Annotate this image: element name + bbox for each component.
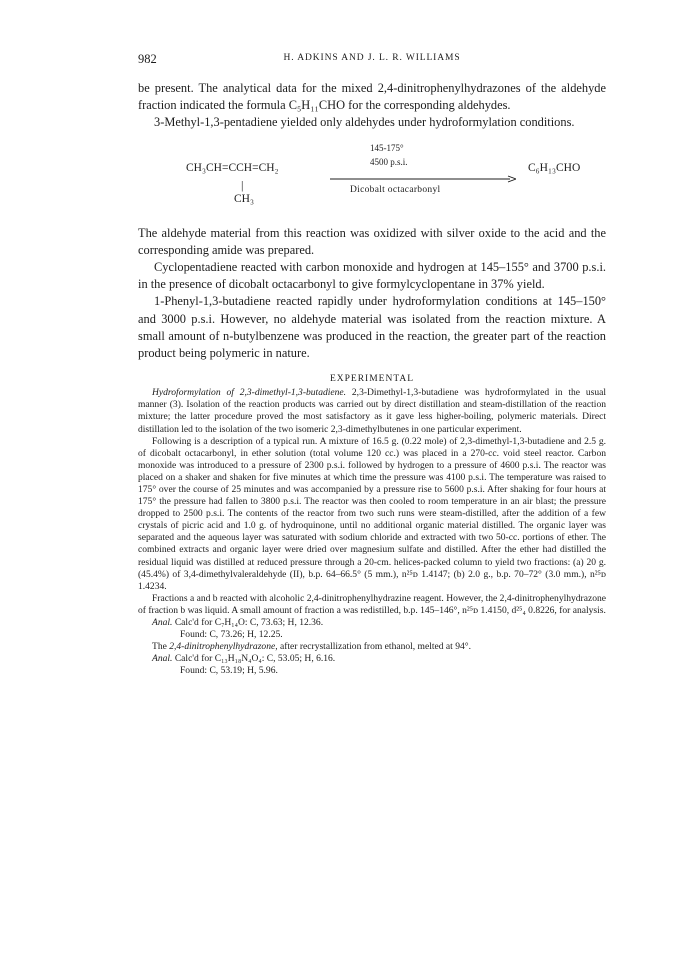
body-paragraph-1: be present. The analytical data for the mixed 2,4-dinitrophenylhydrazones of the aldehyde fraction indicated the formula C₅H₁₁CHO for the corresponding aldehydes.	[138, 81, 606, 113]
body-paragraph-3: The aldehyde material from this reaction was oxidized with silver oxide to the acid and the corresponding amide was prepared.	[138, 225, 606, 257]
analysis-found-2: Found: C, 53.19; H, 5.96.	[180, 665, 278, 677]
analysis-calc-2	[138, 653, 606, 665]
body-paragraph-5: 1-Phenyl-1,3-butadiene reacted rapidly under hydroformylation conditions at 145–150° and 3000 p.s.i. However, no aldehyde material was isolated from the reaction mixture. A small amount of n-butylbenzene was produced in the reaction, the greater part of the reaction product being polymeric in nature.	[138, 294, 606, 361]
reaction-equation	[138, 135, 606, 221]
substituent-formula: CH₃	[234, 192, 254, 205]
condition-pressure: 4500 p.s.i.	[370, 156, 408, 167]
analysis-label-1: Anal.	[152, 617, 173, 629]
body-paragraph-4: Cyclopentadiene reacted with carbon monoxide and hydrogen at 145–155° and 3700 p.s.i. in the presence of dicobalt octacarbonyl to give formylcyclopentane in 37% yield.	[138, 260, 606, 292]
substituent-bond: |	[241, 177, 244, 192]
experimental-paragraph-1-text: 2,3-Dimethyl-1,3-butadiene was hydroformylated in the usual manner (3). Isolation of the reaction products was carried out by direct distillation and steam-distillation of the reaction mixture; the latter procedure proved the most satisfactory as it gave less higher-boiling, polymeric materials. Direct distillation led to the isolation of the two isomeric 2,3-dimethylbutenes in one particular experiment.	[138, 387, 606, 435]
analysis-calc-1	[138, 617, 606, 629]
hydrazone-paragraph	[138, 641, 606, 653]
running-title: H. ADKINS AND J. L. R. WILLIAMS	[283, 53, 461, 63]
experimental-paragraph-2: Following is a description of a typical run. A mixture of 16.5 g. (0.22 mole) of 2,3-dimethyl-1,3-butadiene and 2.5 g. of dicobalt octacarbonyl, in ether solution (total volume 120 cc.) was placed in a 270-cc. void steel reactor. Carbon monoxide was introduced to a pressure of 2300 p.s.i. followed by hydrogen to a pressure of 4600 p.s.i. The reactor was placed on a shaker and shaken for five minutes at which time the pressure was 4100 p.s.i. The temperature was raised to 175° over the course of 25 minutes and was accompanied by a pressure rise to 5600 p.s.i. After shaking for four hours at 175° the pressure had fallen to 3800 p.s.i. The reactor was then cooled to room temperature in an air blast; the pressure dropped to 2500 p.s.i. The contents of the reactor from two such runs were steam-distilled, after the addition of a few crystals of picric acid and 1.0 g. of hydroquinone, until no additional organic material distilled. The organic layer was separated and the aqueous layer was saturated with sodium chloride and extracted with two 50-cc. portions of ether. The combined extracts and organic layer were dried over magnesium sulfate and distilled. After the ether had distilled the residual liquid was distilled at reduced pressure through a 20-cm. helices-packed column to yield two fractions: (a) 20 g. (45.4%) of 3,4-dimethylvaleraldehyde (II), b.p. 64–66.5° (5 mm.), n²⁵ᴅ 1.4147; (b) 2.0 g., b.p. 70–72° (3.0 mm.), n²⁵ᴅ 1.4234.	[138, 435, 606, 592]
condition-temperature: 145-175°	[370, 142, 404, 153]
hydrazone-name: 2,4-dinitrophenylhydrazone,	[169, 641, 278, 653]
experimental-paragraph-1	[138, 387, 606, 435]
analysis-calc-2-text: Calc'd for C₁₃H₁₈N₄O₄: C, 53.05; H, 6.16.	[174, 653, 336, 665]
experimental-heading: EXPERIMENTAL	[329, 374, 415, 385]
body-paragraph-2: 3-Methyl-1,3-pentadiene yielded only aldehydes under hydroformylation conditions.	[154, 115, 575, 130]
experimental-paragraph-3: Fractions a and b reacted with alcoholic 2,4-dinitrophenylhydrazine reagent. However, the 2,4-dinitrophenylhydrazone of fraction b was liquid. A small amount of fraction a was redistilled, b.p. 145–146°, n²⁵ᴅ 1.4150, d²⁵₄ 0.8226, for analysis.	[138, 592, 606, 616]
reaction-arrow-icon	[330, 175, 516, 183]
hydrazone-post: after recrystallization from ethanol, melted at 94°.	[279, 641, 471, 653]
catalyst-label: Dicobalt octacarbonyl	[350, 184, 441, 195]
analysis-label-2: Anal.	[152, 653, 173, 665]
analysis-found-1: Found: C, 73.26; H, 12.25.	[180, 629, 283, 641]
hydrazone-pre: The	[152, 641, 167, 653]
analysis-calc-1-text: Calc'd for C₇H₁₄O: C, 73.63; H, 12.36.	[174, 617, 324, 629]
page-number: 982	[138, 52, 157, 66]
product-formula: C₆H₁₃CHO	[528, 161, 581, 174]
reactant-formula: CH₃CH=CCH=CH₂	[186, 161, 279, 174]
main-text-column	[138, 80, 606, 677]
page-header	[138, 52, 606, 68]
experimental-subtitle: Hydroformylation of 2,3-dimethyl-1,3-butadiene.	[152, 387, 347, 399]
